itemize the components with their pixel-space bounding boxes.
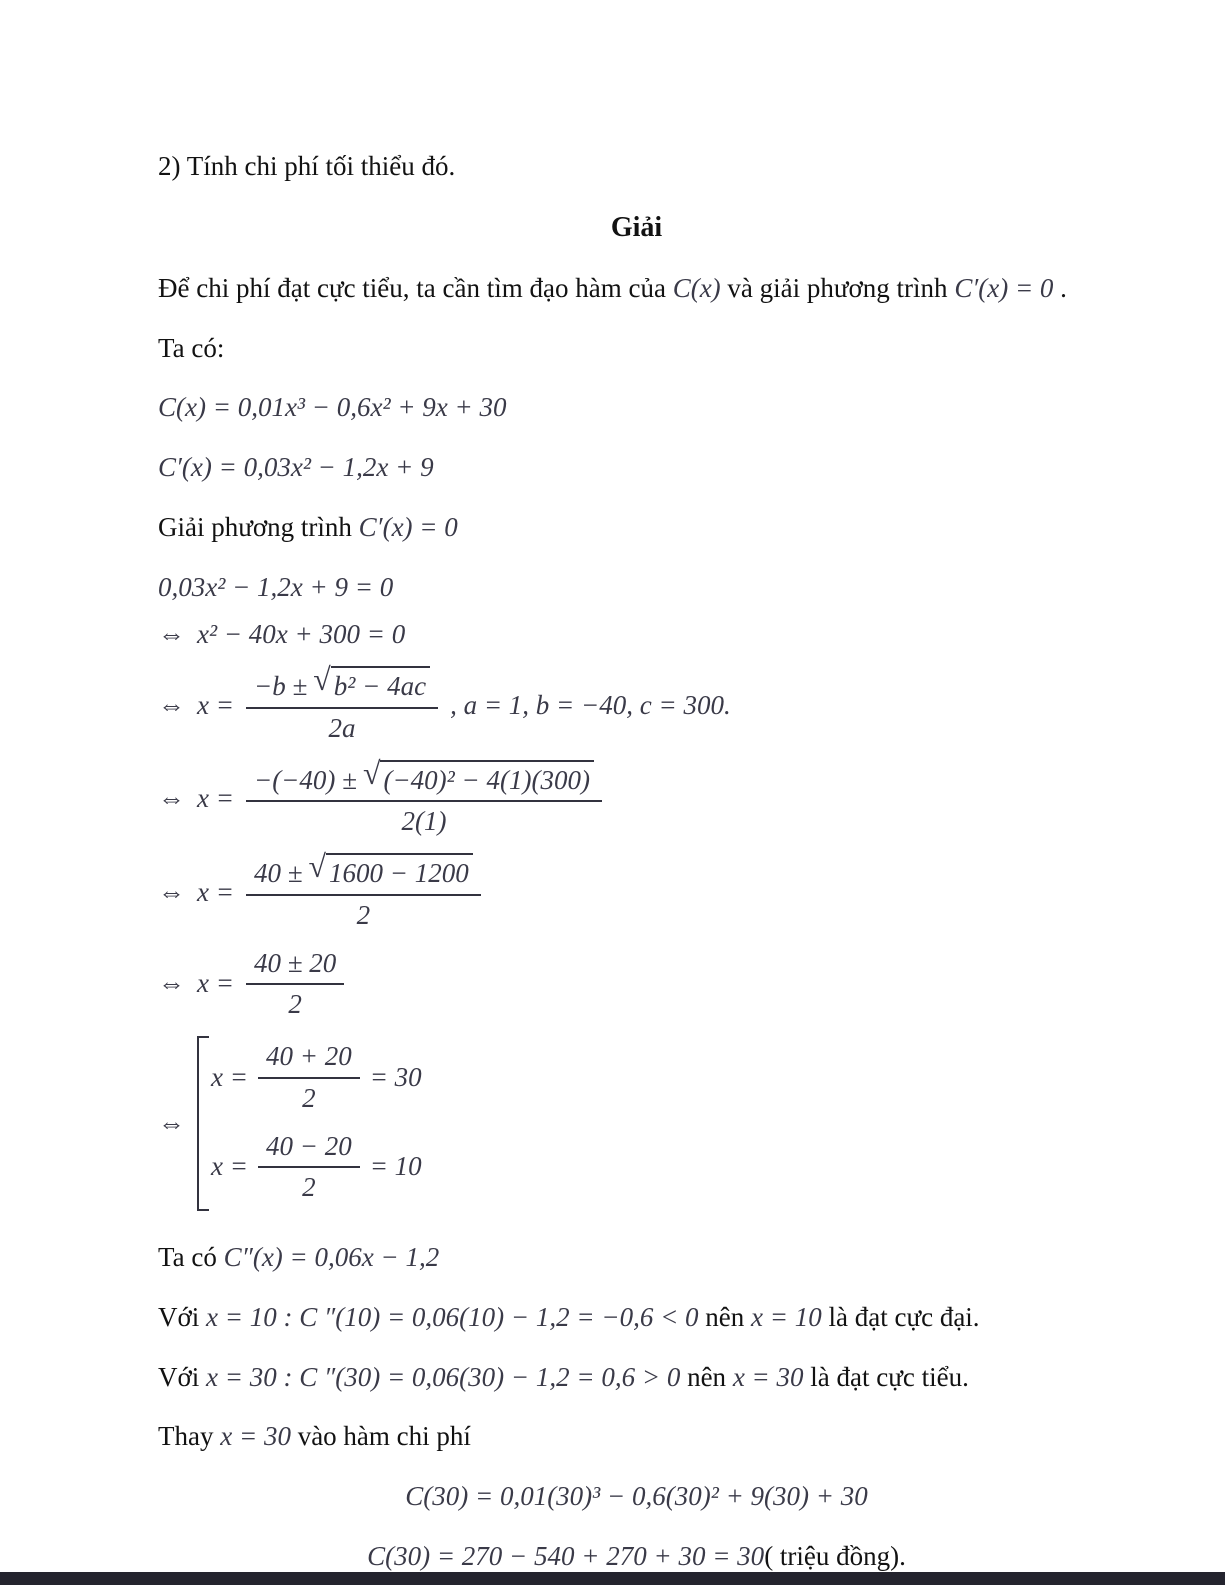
numerator-text: −b ± [253,671,308,701]
math-second-derivative: C″(x) = 0,06x − 1,2 [223,1242,440,1272]
numerator-text: 40 ± 20 [253,947,337,978]
text: . [1053,272,1067,303]
bottom-bar [0,1572,1225,1585]
text: Ta có: [158,332,225,363]
denominator-text: 2a [328,712,356,743]
text: và giải phương trình [720,272,955,303]
iff-arrow: ⇔ [158,689,185,720]
step-sqrt-simplify [158,849,1115,933]
case-row-1 [211,1040,422,1116]
tail-text: , a = 1, b = −40, c = 300. [450,689,731,720]
radicand-text: (−40)² − 4(1)(300) [380,760,593,798]
text: nên [698,1301,752,1332]
math-cx: C(x) [672,272,721,303]
math-x30-sub: x = 30 [220,1421,291,1452]
denominator-text: 2 [356,899,371,930]
equation-text: C(30) = 270 − 540 + 270 + 30 = 30 [367,1540,765,1571]
math-x10: x = 10 : C ″(10) = 0,06(10) − 1,2 = −0,6 < 0 [206,1301,699,1332]
square-root [362,755,594,798]
case-x10-line [158,1301,1115,1335]
iff-arrow: ⇔ [158,1107,185,1138]
text: Giải phương trình [158,511,359,542]
radicand-text: 1600 − 1200 [326,853,473,891]
text: Để chi phí đạt cực tiểu, ta cần tìm đạo hàm của [158,272,673,303]
fraction [258,1040,360,1116]
fraction [246,947,344,1023]
radicand-text: b² − 4ac [331,666,430,704]
lhs: x = [197,876,234,907]
result-text: = 10 [369,1151,422,1182]
case-row-2 [211,1130,422,1206]
final-evaluation [158,1480,1115,1514]
step-two-solutions [158,1036,1115,1211]
step-quadratic-formula [158,662,1115,746]
equation-first-derivative [158,451,1115,485]
math-cpx-zero: C′(x) = 0 [358,511,458,542]
ta-co-label [158,332,1115,366]
text: Với [158,1361,207,1392]
heading-text: Giải [610,211,663,243]
equation-text: C′(x) = 0,03x² − 1,2x + 9 [158,452,434,482]
denominator-text: 2 [302,1082,316,1113]
math-cpx-zero: C′(x) = 0 [954,272,1054,303]
solution-heading [158,210,1115,245]
iff-arrow: ⇔ [158,876,185,907]
lhs: x = [211,1061,248,1092]
text: là đạt cực tiểu. [803,1361,969,1392]
equation-text: 0,03x² − 1,2x + 9 = 0 [158,571,394,602]
substitute-line [158,1420,1115,1454]
result-text: = 30 [369,1061,422,1092]
problem-text: 2) Tính chi phí tối thiểu đó. [158,151,456,181]
solve-equation-label [158,511,1115,545]
fraction [246,755,602,840]
denominator-text: 2(1) [401,806,447,837]
fraction [246,662,438,746]
text: Thay [158,1421,221,1452]
numerator-text: 40 − 20 [265,1130,352,1161]
unit-text: ( triệu đồng). [764,1540,906,1571]
math-x10-val: x = 10 [751,1301,822,1332]
step-plus-minus [158,947,1115,1023]
denominator-text: 2 [302,1172,316,1203]
radical-icon: √ [308,849,327,884]
text: là đạt cực đại. [821,1301,980,1332]
math-x30: x = 30 : C ″(30) = 0,06(30) − 1,2 = 0,6 > 0 [206,1361,681,1392]
fraction [258,1130,360,1206]
equation-text: x² − 40x + 300 = 0 [197,619,406,650]
equation-text: C(x) = 0,01x³ − 0,6x² + 9x + 30 [158,392,507,423]
step-substitute-values [158,755,1115,840]
denominator-text: 2 [288,989,302,1020]
cases-bracket [197,1036,422,1211]
numerator-text: −(−40) ± [253,764,357,795]
lhs: x = [197,689,234,720]
lhs: x = [197,783,234,814]
case-x30-line [158,1361,1115,1395]
radical-icon: √ [313,662,331,697]
square-root [313,662,430,704]
final-result [158,1540,1115,1574]
text: vào hàm chi phí [290,1421,471,1452]
paragraph-derivative-intro [158,272,1115,306]
fraction [246,849,481,933]
step-simplified [158,618,1115,652]
equation-cost-function [158,391,1115,425]
radical-icon: √ [362,755,381,791]
text: Ta có [158,1242,224,1272]
numerator-text: 40 ± [253,858,303,888]
math-x30-val: x = 30 [732,1361,804,1392]
lhs: x = [211,1151,248,1182]
text: Với [158,1301,207,1332]
iff-arrow: ⇔ [158,968,185,999]
step-quadratic [158,571,1115,605]
iff-arrow: ⇔ [158,619,185,650]
square-root [308,849,473,891]
problem-statement [158,150,1115,184]
lhs: x = [197,968,234,999]
iff-arrow: ⇔ [158,783,185,814]
equation-text: C(30) = 0,01(30)³ − 0,6(30)² + 9(30) + 30 [405,1481,868,1511]
text: nên [680,1361,733,1392]
numerator-text: 40 + 20 [265,1041,352,1071]
second-derivative-line [158,1241,1115,1275]
